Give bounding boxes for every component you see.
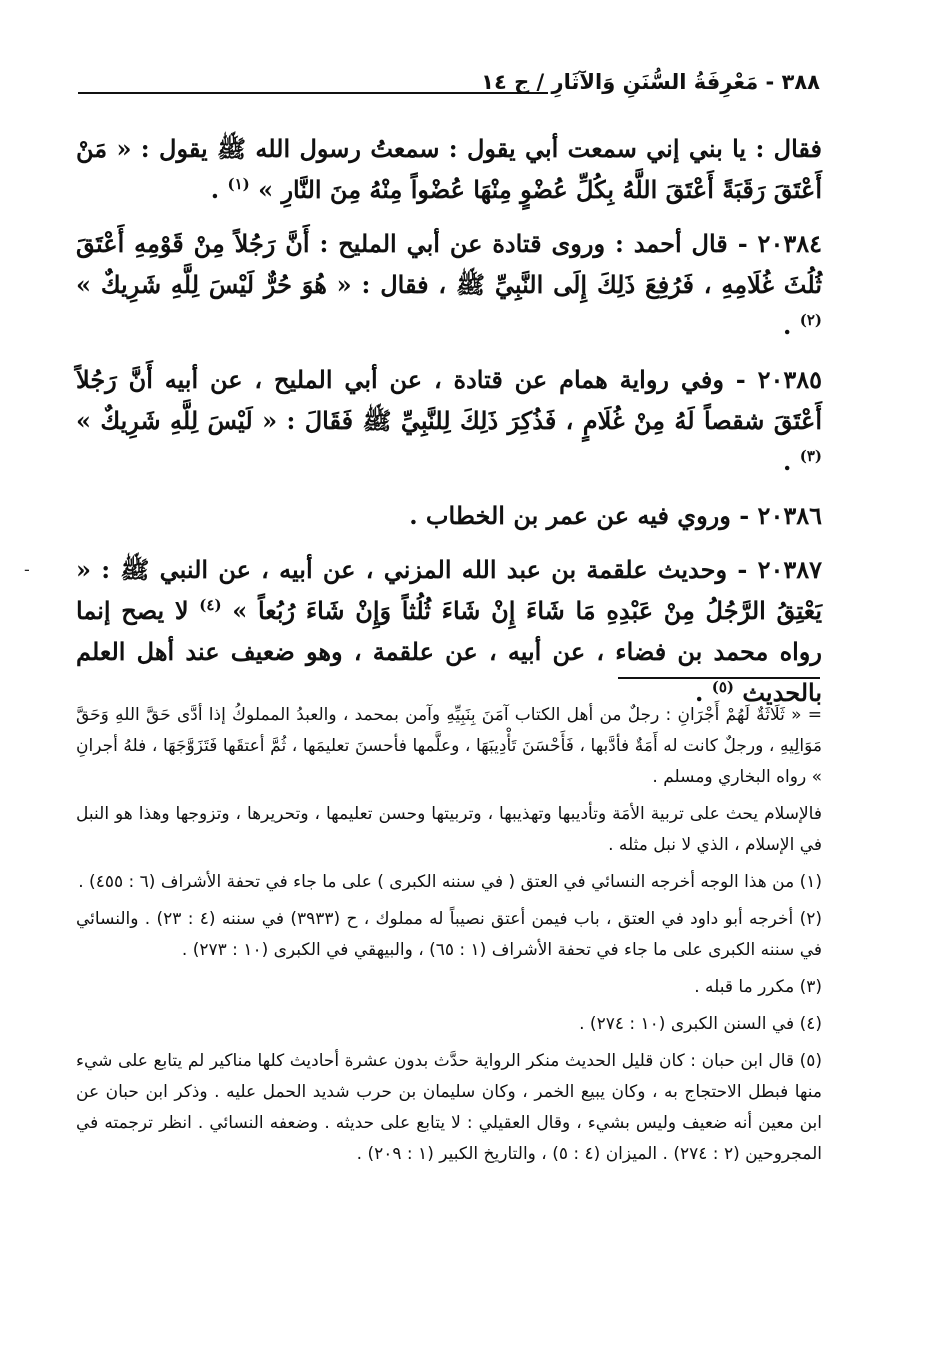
paragraph-2386 xyxy=(76,495,822,536)
footnote-ref: (٥) xyxy=(711,678,734,696)
footnote-continuation: = « ثَلَاثَةٌ لَهُمْ أَجْرَانِ : رجلٌ من أهل الكتاب آمَنَ بِنَبِيِّهِ وآمن بمحمد ، والعبدُ المملوكُ إذا أدَّى حَقَّ اللهِ وَحَقَّ مَوَالِيهِ ، ورجلٌ كانت له أَمَةٌ فأدَّبها ، فَأَحْسَنَ تَأْدِيبَهَا ، وعلَّمها فأحسنَ تعليمَها ، ثُمَّ أعتقَها فَتَزَوَّجَهَا ، فلهُ أجرانِ » رواه البخاري ومسلم . xyxy=(76,705,822,787)
footnote-commentary: فالإسلام يحث على تربية الأمَة وتأديبها وتهذيبها ، وتربيتها وحسن تعليمها ، وتحريرها ، وتزوجها وهذا هو النبل في الإسلام ، الذي لا نبل مثله . xyxy=(76,804,822,855)
main-text xyxy=(76,128,822,726)
hadith-number: ٢٠٣٨٦ - xyxy=(739,501,822,530)
footnote-ref: (١) xyxy=(227,175,250,193)
paragraph-2385: ٢٠٣٨٥ - وفي رواية همام عن قتادة ، عن أبي المليح ، عن أبيه أَنَّ رَجُلاً أَعْتَقَ شقصاً لَهُ مِنْ غُلَامٍ ، فَذُكِرَ ذَلِكَ لِلنَّبِيِّ ﷺ فَقَالَ : « لَيْسَ لِلَّهِ شَرِيكٌ » $^{(٣)}$ . xyxy=(76,365,823,476)
header-rule xyxy=(78,92,548,94)
paragraph-2384: ٢٠٣٨٤ - قال أحمد : وروى قتادة عن أبي المليح : أَنَّ رَجُلاً مِنْ قَوْمِهِ أَعْتَقَ ثُلُثَ غُلَامِهِ ، فَرُفِعَ ذَلِكَ إِلَى النَّبِيِّ ﷺ ، فقال : « هُوَ حُرٌّ لَيْسَ لِلَّهِ شَرِيكٌ » $^{(٢)}$ . xyxy=(76,229,822,340)
footnote-ref: (٢) xyxy=(799,311,822,329)
margin-mark: - xyxy=(24,560,30,579)
paragraph-text: وحديث علقمة بن عبد الله المزني ، عن أبيه ، عن النبي ﷺ : « يَعْتِقُ الرَّجُلُ مِنْ عَبْدِهِ مَا شَاءَ إِنْ شَاءَ ثُلُثاً وَإِنْ شَاءَ رُبُعاً » xyxy=(76,555,823,625)
footnote-2: (٢) أخرجه أبو داود في العتق ، باب فيمن أعتق نصيباً له مملوك ، ح (٣٩٣٣) في سننه (٤ : ٢٣) . والنسائي في سننه الكبرى على ما جاء في تحفة الأشراف (١ : ٦٥) ، والبيهقي في الكبرى (١٠ : ٢٧٣) . xyxy=(76,909,822,960)
footnote-1: (١) من هذا الوجه أخرجه النسائي في العتق ( في سننه الكبرى ) على ما جاء في تحفة الأشراف (٦ : ٤٥٥) . xyxy=(78,872,822,892)
footnote-3: (٣) مكرر ما قبله . xyxy=(694,977,822,997)
footnote-5: (٥) قال ابن حبان : كان قليل الحديث منكر الرواية حدَّث بدون عشرة أحاديث كلها مناكير لم يتابع على شيء منها فبطل الاحتجاج به ، وكان يبيع الخمر ، وكان سليمان بن حرب شديد الحمل عليه . وذكر ابن حبان عن ابن معين أنه ضعيف وليس بشيء ، وقال العقيلي : لا يتابع على حديثه . وضعفه النسائي . انظر ترجمته في المجروحين (٢ : ٢٧٤) . الميزان (٤ : ٥) ، والتاريخ الكبير (١ : ٢٠٩) . xyxy=(76,1051,822,1164)
paragraph-text: وفي رواية همام عن قتادة ، عن أبي المليح ، عن أبيه أَنَّ رَجُلاً أَعْتَقَ شقصاً لَهُ مِنْ غُلَامٍ ، فَذُكِرَ ذَلِكَ لِلنَّبِيِّ ﷺ فَقَالَ : « لَيْسَ لِلَّهِ شَرِيكٌ » xyxy=(76,365,822,435)
paragraph-text: فقال : يا بني إني سمعت أبي يقول : سمعتُ رسول الله ﷺ يقول : « مَنْ أَعْتَقَ رَقَبَةً أَعْتَقَ اللَّهُ بِكُلِّ عُضْوٍ مِنْهَا عُضْواً مِنْهُ مِنَ النَّارِ » xyxy=(76,134,822,204)
hadith-number: ٢٠٣٨٥ - xyxy=(735,365,823,394)
paragraph-2387: ٢٠٣٨٧ - وحديث علقمة بن عبد الله المزني ، عن أبيه ، عن النبي ﷺ : « يَعْتِقُ الرَّجُلُ مِنْ عَبْدِهِ مَا شَاءَ إِنْ شَاءَ ثُلُثاً وَإِنْ شَاءَ رُبُعاً » $^{(٤)}$ لا يصح إنما رواه محمد بن فضاء ، عن أبيه ، عن علقمة ، وهو ضعيف عند أهل العلم بالحديث $^{(٥)}$ . xyxy=(76,555,823,707)
footnote-separator xyxy=(618,677,820,679)
hadith-number: ٢٠٣٨٤ - xyxy=(737,229,822,258)
paragraph-1: فقال : يا بني إني سمعت أبي يقول : سمعتُ رسول الله ﷺ يقول : « مَنْ أَعْتَقَ رَقَبَةً أَعْتَقَ اللَّهُ بِكُلِّ عُضْوٍ مِنْهَا عُضْواً مِنْهُ مِنَ النَّارِ » $^{(١)}$ . xyxy=(76,134,822,204)
footnote-ref: (٣) xyxy=(799,447,822,465)
paragraph-text: قال أحمد : وروى قتادة عن أبي المليح : أَنَّ رَجُلاً مِنْ قَوْمِهِ أَعْتَقَ ثُلُثَ غُلَامِهِ ، فَرُفِعَ ذَلِكَ إِلَى النَّبِيِّ ﷺ ، فقال : « هُوَ حُرٌّ لَيْسَ لِلَّهِ شَرِيكٌ » xyxy=(76,229,822,299)
running-title: ٣٨٨ - مَعْرِفَةُ السُّنَنِ وَالآثَارِ / ج ١٤ xyxy=(481,70,820,94)
hadith-number: ٢٠٣٨٧ - xyxy=(737,555,823,584)
footnote-ref: (٤) xyxy=(199,596,222,614)
footnote-4: (٤) في السنن الكبرى (١٠ : ٢٧٤) . xyxy=(579,1014,822,1034)
paragraph-text: وروي فيه عن عمر بن الخطاب . xyxy=(409,501,731,530)
paragraph-text: لا يصح إنما رواه محمد بن فضاء ، عن أبيه ، عن علقمة ، وهو ضعيف عند أهل العلم بالحديث xyxy=(76,596,822,707)
page-header xyxy=(78,66,820,106)
footnotes xyxy=(76,700,822,1176)
